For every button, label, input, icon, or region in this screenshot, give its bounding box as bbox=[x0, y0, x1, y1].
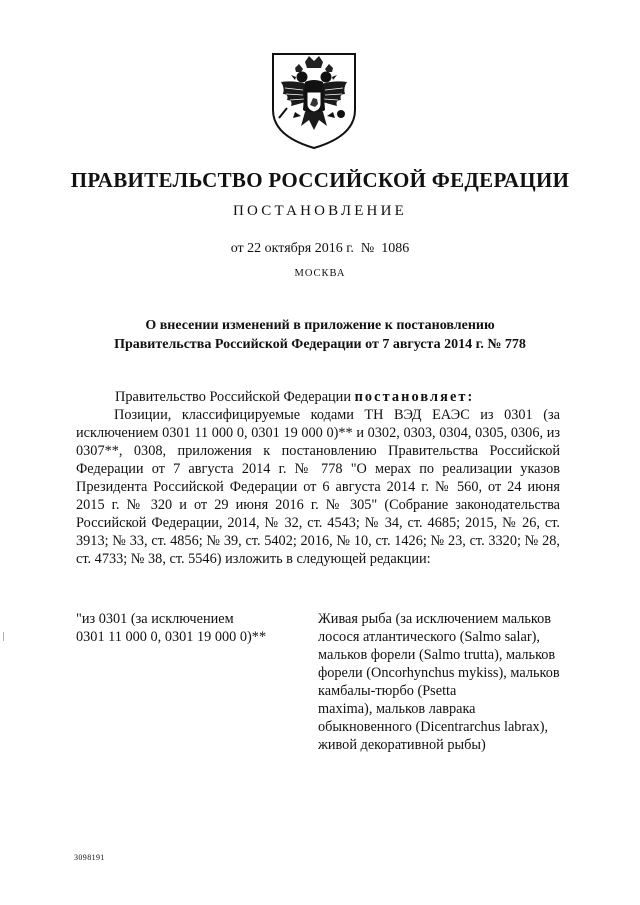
code-line: "из 0301 (за исключением bbox=[76, 611, 234, 627]
description-line: maxima), мальков лаврака bbox=[318, 701, 476, 717]
document-subject bbox=[60, 316, 580, 354]
org-title: ПРАВИТЕЛЬСТВО РОССИЙСКОЙ ФЕДЕРАЦИИ bbox=[70, 168, 570, 192]
margin-mark bbox=[3, 632, 4, 641]
subject-line: О внесении изменений в приложение к постановлению bbox=[145, 318, 495, 333]
subject-line: Правительства Российской Федерации от 7 августа 2014 г. № 778 bbox=[114, 337, 526, 352]
date-and-number: от 22 октября 2016 г. № 1086 bbox=[230, 241, 410, 256]
table-code-column bbox=[76, 610, 296, 646]
description-line: форели (Oncorhynchus mykiss), мальков bbox=[318, 665, 560, 681]
doc-type: ПОСТАНОВЛЕНИЕ bbox=[233, 203, 407, 219]
description-line: лосося атлантического (Salmo salar), bbox=[318, 629, 540, 645]
decree-verb: постановляет: bbox=[354, 389, 475, 405]
description-line: камбалы-тюрбо (Psetta bbox=[318, 683, 457, 699]
body-paragraph: Позиции, классифицируемые кодами ТН ВЭД ЕАЭС из 0301 (за исключением 0301 11 000 0, 0301 19 000 0)** и 0302, 0303, 0304, 0305, 0306, из 0307**, 0308, приложения к постановлению Правительства Российской Федерации от 7 августа 2014 г. № 778 "О мерах по реализации указов Президента Российской Федерации от 6 августа 2014 г. № 560, от 24 июня 2015 г. № 320 и от 29 июня 2016 г. № 305" (Собрание законодательства Российской Федерации, 2014, № 32, ст. 4543; № 34, ст. 4685; 2015, № 26, ст. 3913; № 33, ст. 4856; № 39, ст. 5402; 2016, № 10, ст. 1426; № 23, ст. 3320; № 28, ст. 4733; № 38, ст. 5546) изложить в следующей редакции: bbox=[76, 407, 560, 567]
code-line: 0301 11 000 0, 0301 19 000 0)** bbox=[76, 629, 267, 645]
decree-subject: Правительство Российской Федерации bbox=[115, 389, 355, 405]
description-line: мальков форели (Salmo trutta), мальков bbox=[318, 647, 556, 663]
city: МОСКВА bbox=[294, 268, 346, 279]
decree-line bbox=[76, 388, 560, 406]
russian-coat-of-arms-icon bbox=[271, 52, 357, 150]
document-code: 3098191 bbox=[74, 853, 105, 862]
description-line: Живая рыба (за исключением мальков bbox=[318, 611, 552, 627]
document-body bbox=[76, 388, 560, 568]
description-line: обыкновенного (Dicentrarchus labrax), bbox=[318, 719, 549, 735]
description-line: живой декоративной рыбы) bbox=[318, 737, 486, 753]
table-description-column bbox=[318, 610, 580, 754]
